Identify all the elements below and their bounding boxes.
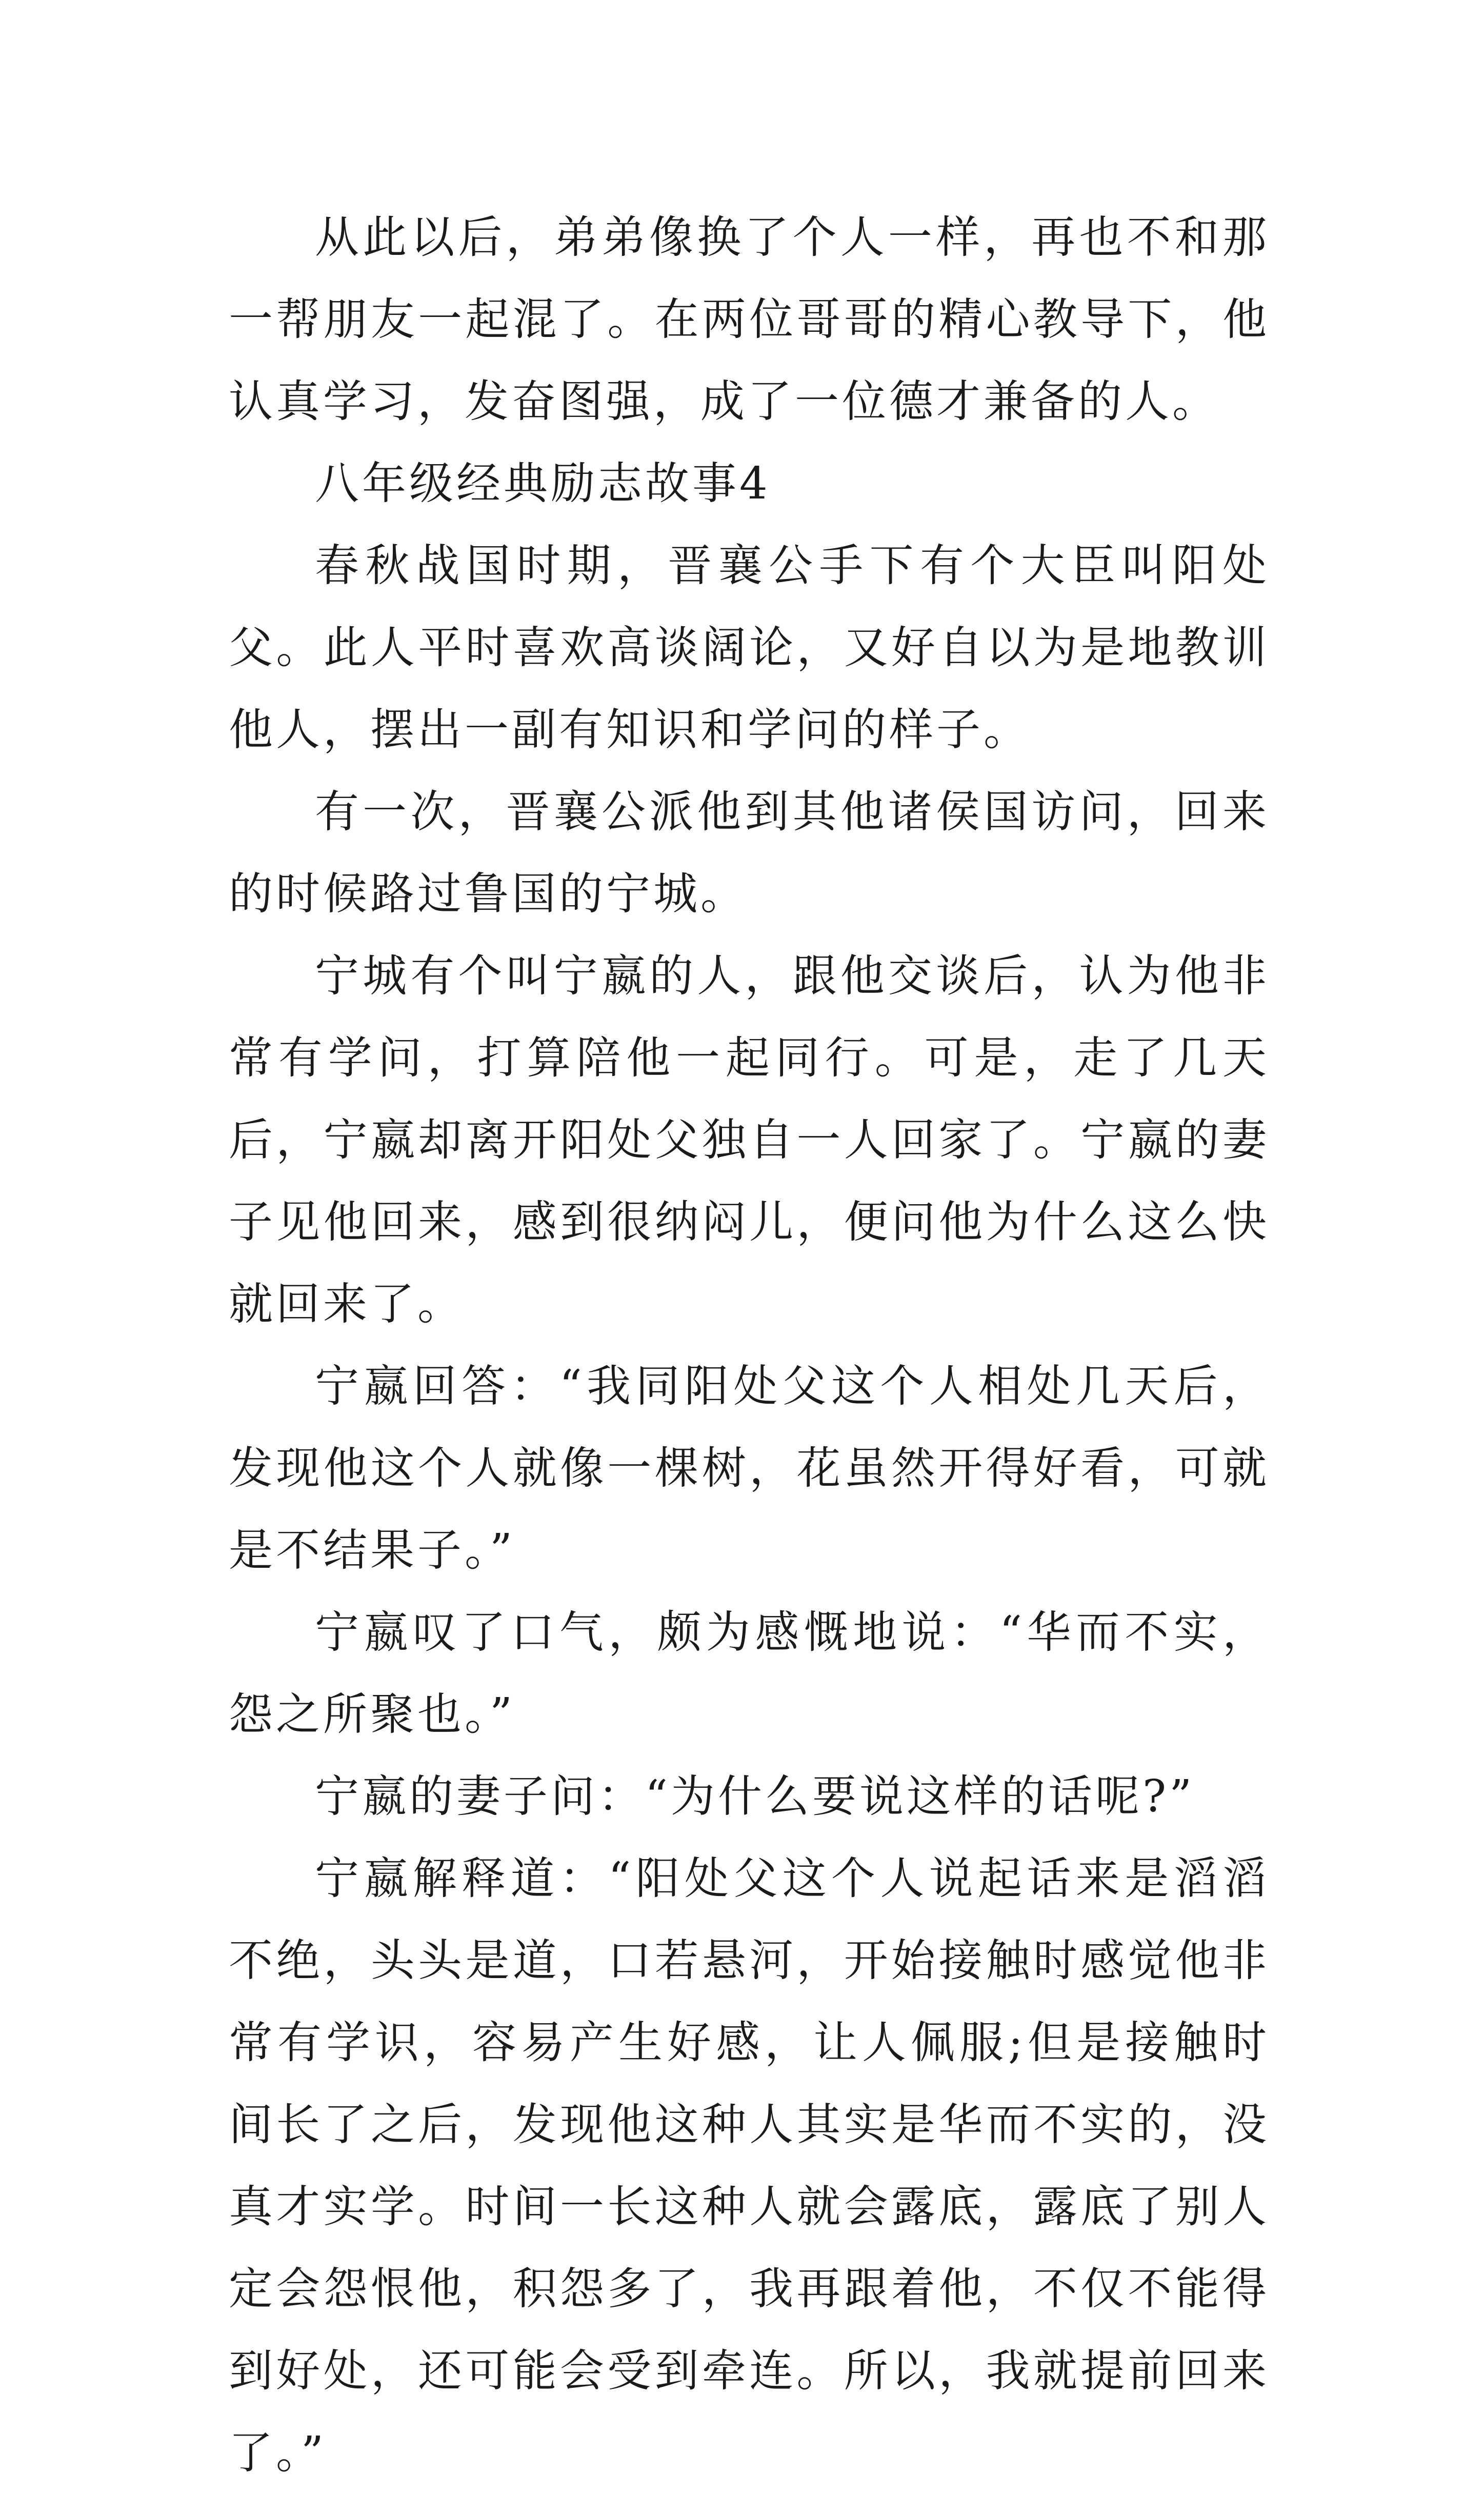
paragraph: 宁嬴的妻子问：“为什么要说这样的话呢?” [315,1771,1195,1822]
story-heading: 八年级经典励志故事4 [315,458,771,509]
paragraph: 有一次，晋襄公派他到其他诸侯国访问，回来的时候路过鲁国的宁城。 [229,786,1270,920]
paragraph: 宁嬴叹了口气，颇为感慨地说：“华而不实，怨之所聚也。” [229,1607,1270,1740]
body-text [229,196,1270,2494]
paragraph: 宁嬴回答：“我同阳处父这个人相处几天后，发现他这个人就像一棵树，花虽然开得好看，可就是不结果子。” [229,1361,1270,1576]
paragraph: 宁嬴解释道：“阳处父这个人说起话来是滔滔不绝，头头是道，口若悬河，开始接触时感觉他非常有学识，容易产生好感，让人佩服;但是接触时间长了之后，发现他这种人其实是华而不实的，没真才实学。时间一长这种人就会露底，露底了别人定会怨恨他，积怨多了，我再跟着他，不仅不能得到好处，还可能会受到牵连。所以，我就提前回来了。” [229,1853,1270,2479]
paragraph: 宁城有个叫宁嬴的人，跟他交谈后，认为他非常有学问，打算陪他一起同行。可是，走了几天后，宁嬴却离开阳处父独自一人回家了。宁嬴的妻子见他回来，感到很纳闷儿，便问他为什么这么快就回来了。 [229,950,1270,1330]
paragraph: 从此以后，弟弟像换了个人一样，再也不和那一帮朋友一起混了。在两位哥哥的精心教导下，他认真学习，发奋图强，成了一位德才兼备的人。 [229,212,1270,427]
paragraph: 春秋战国时期，晋襄公手下有个大臣叫阳处父。此人平时喜欢高谈阔论，又好自以为是地教训他人，摆出一副有知识和学问的样子。 [229,540,1270,755]
